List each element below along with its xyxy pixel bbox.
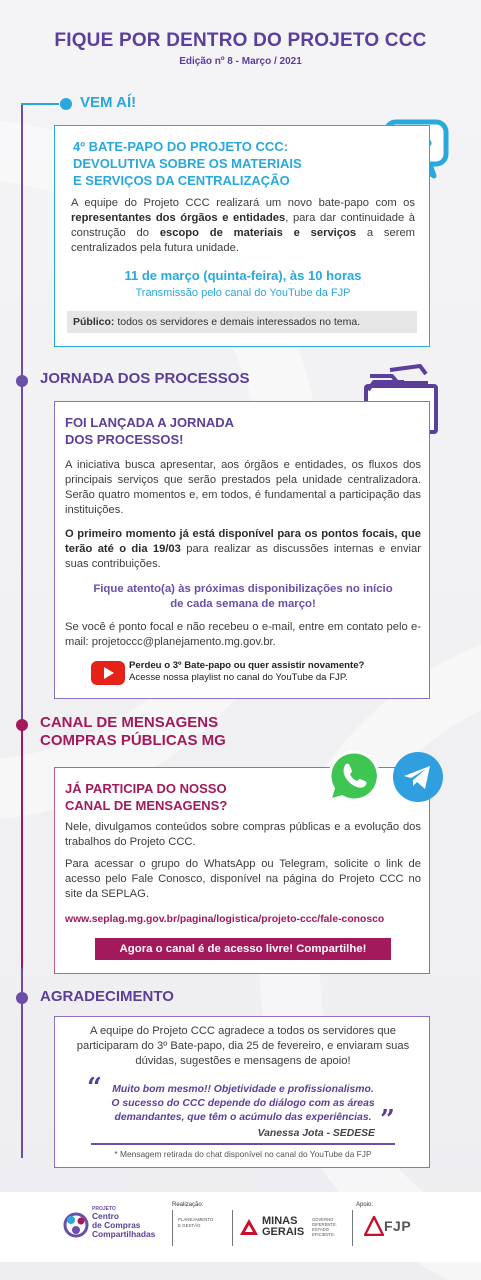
footer-divider <box>232 1210 233 1246</box>
telegram-icon[interactable] <box>392 751 444 803</box>
jornada-paragraph-2 <box>65 527 421 572</box>
youtube-icon[interactable] <box>91 661 125 685</box>
timeline-connector <box>21 103 59 105</box>
section-heading-jornada: JORNADA DOS PROCESSOS <box>40 370 250 387</box>
vem-ai-box <box>54 125 430 347</box>
timeline-dot <box>16 719 28 731</box>
timeline-line <box>21 103 23 383</box>
minas-gerais-text <box>262 1216 304 1238</box>
ccc-logo-line: Compartilhadas <box>92 1229 156 1239</box>
quote-line: Muito bom mesmo!! Objetividade e profissionalismo. <box>112 1084 374 1095</box>
fjp-logo-text: FJP <box>384 1218 412 1234</box>
jornada-highlight <box>55 582 431 612</box>
agradecimento-paragraph: A equipe do Projeto CCC agradece a todos os servidores que participaram do 3º Bate-papo, dia 25 de fevereiro, e enviaram suas dúvidas, sugestões e mensagens de apoio! <box>76 1025 410 1067</box>
highlight-line: de cada semana de março! <box>170 598 316 610</box>
ccc-logo-text <box>92 1212 155 1239</box>
minas-gerais-logo-icon <box>240 1219 258 1235</box>
quote-footnote: * Mensagem retirada do chat disponível no canal do YouTube da FJP <box>114 1149 372 1159</box>
canal-title-line: CANAL DE MENSAGENS? <box>65 798 228 813</box>
quote-line: demandantes, que têm o acúmulo das experiências. <box>114 1112 372 1123</box>
footer <box>0 1192 481 1262</box>
stream-info: Transmissão pelo canal do YouTube da FJP <box>135 287 351 299</box>
section-heading-agradecimento: AGRADECIMENTO <box>40 988 174 1005</box>
governo-line: ESTADO <box>312 1227 329 1232</box>
section-heading-canal <box>40 714 226 750</box>
timeline-line <box>21 383 23 723</box>
audience-label: Público: <box>73 316 115 328</box>
audience-bar <box>67 311 417 333</box>
vem-ai-title <box>73 138 302 189</box>
open-quote-icon: “ <box>87 1073 102 1103</box>
quote-author: Vanessa Jota - SEDESE <box>257 1128 375 1139</box>
text-run-bold: O primeiro momento já está disponível para os pontos focais, que terão até o dia 19/03 <box>65 528 421 555</box>
timeline-dot <box>60 98 72 110</box>
text-run-bold: escopo de materiais e serviços <box>159 227 357 239</box>
timeline-dot <box>16 992 28 1004</box>
highlight-line: Fique atento(a) às próximas disponibilizações no início <box>93 583 393 595</box>
text-run: A equipe do Projeto CCC realizará um novo bate-papo com os <box>71 197 415 209</box>
close-quote-icon: ” <box>380 1105 395 1135</box>
edition-label: Edição nº 8 - Março / 2021 <box>179 56 302 67</box>
ccc-logo-line: de Compras <box>92 1220 141 1230</box>
minas-line: MINAS <box>262 1215 298 1227</box>
text-run-bold: representantes dos órgãos e entidades <box>71 212 286 224</box>
quote-text <box>91 1083 395 1125</box>
testimonial-quote <box>87 1073 395 1145</box>
whatsapp-icon[interactable] <box>327 749 381 803</box>
quote-line: O sucesso do CCC depende do diálogo com as áreas <box>111 1098 375 1109</box>
minas-line: GERAIS <box>262 1226 305 1238</box>
jornada-title-line: DOS PROCESSOS! <box>65 432 184 447</box>
text-run: a serem centralizados pela futura unidade. <box>71 227 415 254</box>
canal-paragraph-1: Nele, divulgamos conteúdos sobre compras públicas e a evolução dos trabalhos do Projeto CCC. <box>65 821 421 848</box>
fale-conosco-link[interactable]: www.seplag.mg.gov.br/pagina/logistica/projeto-ccc/fale-conosco <box>65 914 385 925</box>
ccc-logo-line: Centro <box>92 1211 119 1221</box>
canal-paragraph-2: Para acessar o grupo do WhatsApp ou Telegram, solicite o link de acesso pelo Fale Conosco, disponível na página do Projeto CCC no site da SEPLAG. <box>65 858 421 900</box>
vem-ai-title-line: 4º BATE-PAPO DO PROJETO CCC: <box>73 139 288 154</box>
realizacao-label: Realização: <box>172 1202 204 1208</box>
jornada-title-line: FOI LANÇADA A JORNADA <box>65 415 234 430</box>
text-run: , para dar continuidade à construção do <box>71 212 415 239</box>
section-heading-vem-ai: VEM AÍ! <box>80 94 137 111</box>
ccc-logo-icon <box>63 1212 89 1238</box>
canal-title <box>65 780 227 814</box>
jornada-box <box>54 401 430 699</box>
timeline-dot <box>16 375 28 387</box>
canal-title-line: JÁ PARTICIPA DO NOSSO <box>65 781 227 796</box>
event-date: 11 de março (quinta-feira), às 10 horas <box>124 268 362 283</box>
heading-line: CANAL DE MENSAGENS <box>40 714 219 731</box>
jornada-paragraph-3: Se você é ponto focal e não recebeu o e-mail, entre em contato pelo e-mail: projetoccc@planejamento.mg.gov.br. <box>65 621 421 648</box>
audience-text: todos os servidores e demais interessados no tema. <box>114 316 361 328</box>
planejamento-line: E GESTÃO <box>178 1223 201 1228</box>
text-run: para realizar as discussões internas e enviar suas contribuições. <box>65 543 421 570</box>
governo-text <box>312 1217 337 1237</box>
governo-line: DIFERENTE. <box>312 1222 337 1227</box>
planejamento-text <box>178 1217 213 1229</box>
governo-line: EFICIENTE. <box>312 1232 336 1237</box>
ccc-logo-small: PROJETO <box>92 1206 116 1212</box>
vem-ai-paragraph <box>71 196 415 256</box>
footer-divider <box>172 1210 173 1246</box>
apoio-label: Apoio: <box>356 1202 374 1208</box>
vem-ai-title-line: E SERVIÇOS DA CENTRALIZAÇÃO <box>73 173 290 188</box>
youtube-playlist-link[interactable] <box>91 660 421 690</box>
timeline-line <box>21 723 23 968</box>
page-title: FIQUE POR DENTRO DO PROJETO CCC <box>54 30 427 51</box>
fjp-logo-icon <box>364 1216 384 1236</box>
vem-ai-title-line: DEVOLUTIVA SOBRE OS MATERIAIS <box>73 156 302 171</box>
free-access-banner: Agora o canal é de acesso livre! Compartilhe! <box>95 938 391 960</box>
footer-divider <box>352 1210 353 1246</box>
jornada-title <box>65 414 234 448</box>
youtube-link-line: Acesse nossa playlist no canal do YouTube da FJP. <box>129 672 348 683</box>
youtube-link-line: Perdeu o 3º Bate-papo ou quer assistir novamente? <box>129 660 365 671</box>
jornada-paragraph-1: A iniciativa busca apresentar, aos órgãos e entidades, os fluxos dos principais serviços que serão prestados pela unidade centralizadora. Serão quatro momentos e, em todos, é fundamental a participação das instituições. <box>65 459 421 516</box>
heading-line: COMPRAS PÚBLICAS MG <box>40 732 226 749</box>
youtube-link-text <box>129 660 364 684</box>
planejamento-line: PLANEJAMENTO <box>178 1217 214 1222</box>
governo-line: GOVERNO <box>312 1217 334 1222</box>
agradecimento-box <box>54 1016 430 1168</box>
